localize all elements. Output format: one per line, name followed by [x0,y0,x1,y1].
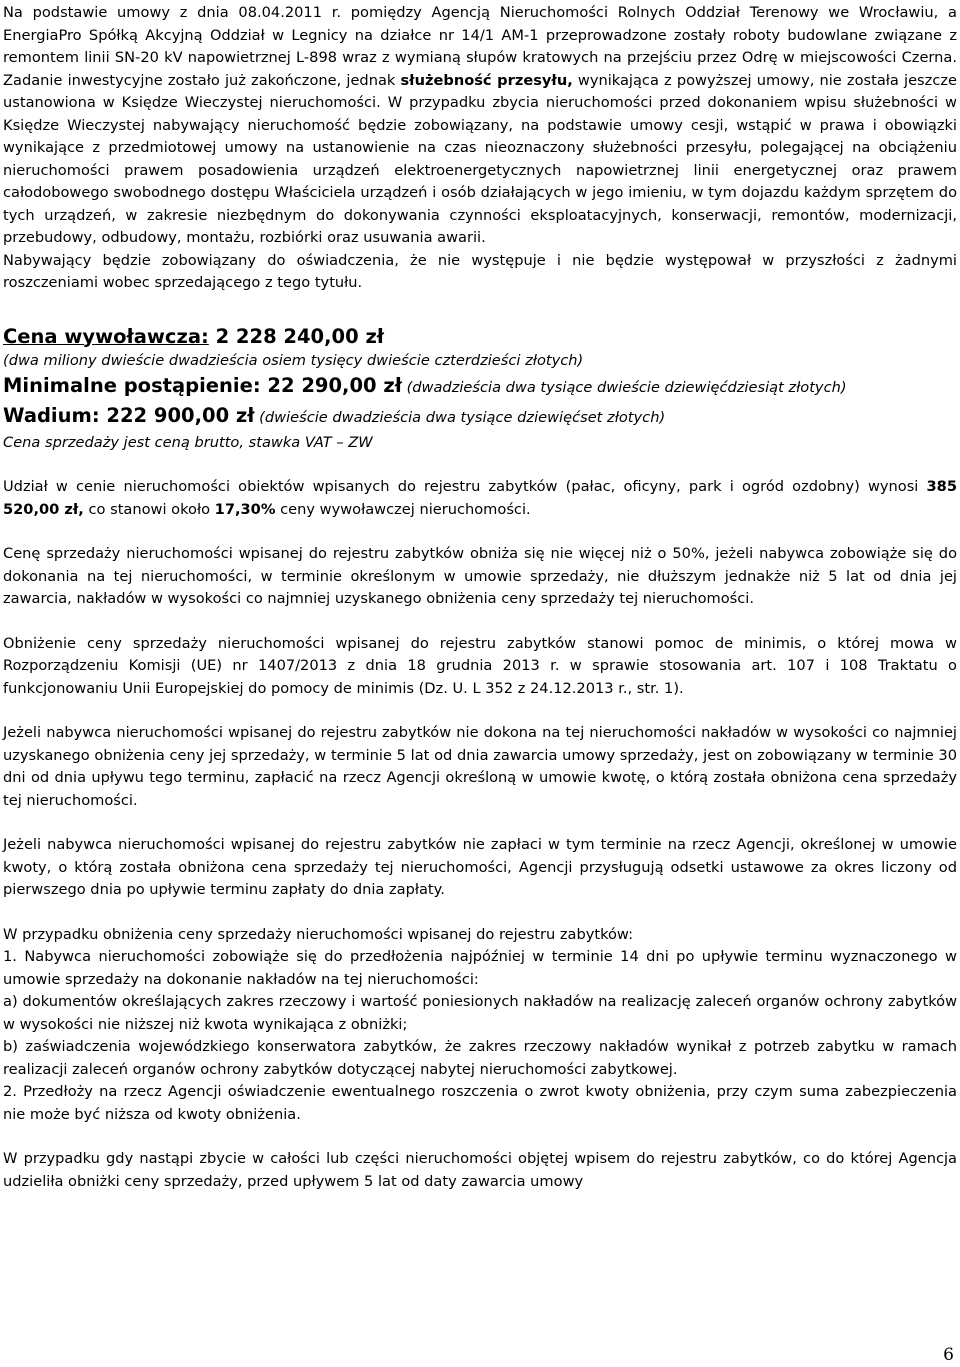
vat-note: Cena sprzedaży jest ceną brutto, stawka VAT – ZW [3,434,373,451]
condition-item-b: b) zaświadczenia wojewódzkiego konserwatora zabytków, że zakres rzeczowy nakładów wynikał z potrzeb zabytku w ramach realizacji zaleceń organów ochrony zabytków dotyczącej nabytej nieruchomości zabytkowej. [3,1038,957,1078]
condition-item-1: 1. Nabywca nieruchomości zobowiąże się do przedłożenia najpóźniej w terminie 14 dni po upływie terminu wyznaczonego w umowie sprzedaży na dokonanie nakładów na tej nieruchomości: [3,948,957,988]
deposit: Wadium: 222 900,00 zł (dwieście dwadzieścia dwa tysiące dziewięćset złotych) [3,404,666,427]
deposit-words: (dwieście dwadzieścia dwa tysiące dziewięćset złotych) [254,409,666,426]
starting-price [3,324,957,350]
condition-item-2: 2. Przedłoży na rzecz Agencji oświadczenie ewentualnego roszczenia o zwrot kwoty obniżenia, przy czym suma zabezpieczenia nie może być niższa od kwoty obniżenia. [3,1083,957,1123]
starting-price-words: (dwa miliony dwieście dwadzieścia osiem tysięcy dwieście czterdzieści złotych) [3,351,584,369]
starting-price-value: 2 228 240,00 zł [208,324,385,348]
paragraph-interest: Jeżeli nabywca nieruchomości wpisanej do rejestru zabytków nie zapłaci w tym terminie na rzecz Agencji, określonej w umowie kwoty, o którą została obniżona cena sprzedaży tej nieruchomości, Agencji przysługują odsetki ustawowe za okres liczony od pierwszego dnia po upływie terminu zapłaty do dnia zapłaty. [3,836,957,898]
minimum-increment: Minimalne postąpienie: 22 290,00 zł (dwadzieścia dwa tysiące dwieście dziewięćdziesiąt złotych) [3,374,847,397]
document-page [3,2,957,1193]
paragraph-buyer-declaration: Nabywający będzie zobowiązany do oświadczenia, że nie występuje i nie będzie występował w przyszłości z żadnymi roszczeniami wobec sprzedającego z tego tytułu. [3,251,957,291]
starting-price-label: Cena wywoławcza: [3,324,209,348]
heritage-share-percent: 17,30% [214,500,276,518]
page-number: 6 [943,1345,954,1365]
paragraph-easement: Na podstawie umowy z dnia 08.04.2011 r. pomiędzy Agencją Nieruchomości Rolnych Oddział Terenowy we Wrocławiu, a EnergiaPro Spółką Akcyjną Oddział w Legnicy na działce nr 14/1 AM-1 przeprowadzone zostały roboty budowlane związane z remontem linii SN-20 kV napowietrznej L-898 wraz z wymianą słupów kratowych na przejściu przez Odrę w miejscowości Czerna. Zadanie inwestycyjne zostało już zakończone, jednak służebność przesyłu, wynikająca z powyższej umowy, nie została jeszcze ustanowiona w Księdze Wieczystej nieruchomości. W przypadku zbycia nieruchomości przed dokonaniem wpisu służebności w Księdze Wieczystej nabywający nieruchomość będzie zobowiązany, na podstawie umowy cesji, wstąpić w prawa i obowiązki wynikające z przedmiotowej umowy na ustanowienie na czas nieoznaczony służebności przesyłu, polegającej na obciążeniu nieruchomości prawem posadowienia urządzeń elektroenergetycznych napowietrznej linii energetycznej oraz prawem całodobowego swobodnego dostępu Właściciela urządzeń i osób działających w jego imieniu, w tym dojazdu każdym sprzętem do tych urządzeń, w zakresie niezbędnym do dokonywania czynności eksploatacyjnych, konserwacji, remontów, modernizacji, przebudowy, odbudowy, montażu, rozbiórki oraz usuwania awarii. [3,4,957,246]
easement-term: służebność przesyłu, [400,71,573,89]
paragraph-heritage-share: Udział w cenie nieruchomości obiektów wpisanych do rejestru zabytków (pałac, oficyny, park i ogród ozdobny) wynosi 385 520,00 zł, co stanowi około 17,30% ceny wywoławczej nieruchomości. [3,478,957,518]
minimum-increment-words: (dwadzieścia dwa tysiące dwieście dziewięćdziesiąt złotych) [401,379,847,396]
paragraph-de-minimis: Obniżenie ceny sprzedaży nieruchomości wpisanej do rejestru zabytków stanowi pomoc de minimis, o której mowa w Rozporządzeniu Komisji (UE) nr 1407/2013 z dnia 18 grudnia 2013 r. w sprawie stosowania art. 107 i 108 Traktatu o funkcjonowaniu Unii Europejskiej do pomocy de minimis (Dz. U. L 352 z 24.12.2013 r., str. 1). [3,634,957,697]
heritage-share-amount: 385 520,00 zł, [3,478,957,518]
paragraph-repayment: Jeżeli nabywca nieruchomości wpisanej do rejestru zabytków nie dokona na tej nieruchomości nakładów w wysokości co najmniej uzyskanego obniżenia ceny jej sprzedaży, w terminie 5 lat od dnia zawarcia umowy sprzedaży, jest on zobowiązany w terminie 30 dni od dnia upływu tego terminu, zapłacić na rzecz Agencji określoną w umowie kwotę, o którą została obniżona cena sprzedaży tej nieruchomości. [3,724,957,809]
paragraph-disposal: W przypadku gdy nastąpi zbycie w całości lub części nieruchomości objętej wpisem do rejestru zabytków, co do której Agencja udzieliła obniżki ceny sprzedaży, przed upływem 5 lat od daty zawarcia umowy [3,1150,957,1190]
condition-item-a: a) dokumentów określających zakres rzeczowy i wartość poniesionych nakładów na realizację zaleceń organów ochrony zabytków w wysokości nie niższej niż kwota wynikająca z obniżki; [3,993,957,1033]
paragraph-price-reduction: Cenę sprzedaży nieruchomości wpisanej do rejestru zabytków obniża się nie więcej niż o 50%, jeżeli nabywca zobowiąże się do dokonania na tej nieruchomości, w terminie określonym w umowie sprzedaży, nie dłuższym jednakże niż 5 lat od dnia jej zawarcia, nakładów w wysokości co najmniej uzyskanego obniżenia ceny sprzedaży tej nieruchomości. [3,545,957,607]
paragraph-conditions-intro: W przypadku obniżenia ceny sprzedaży nieruchomości wpisanej do rejestru zabytków: [3,925,633,943]
